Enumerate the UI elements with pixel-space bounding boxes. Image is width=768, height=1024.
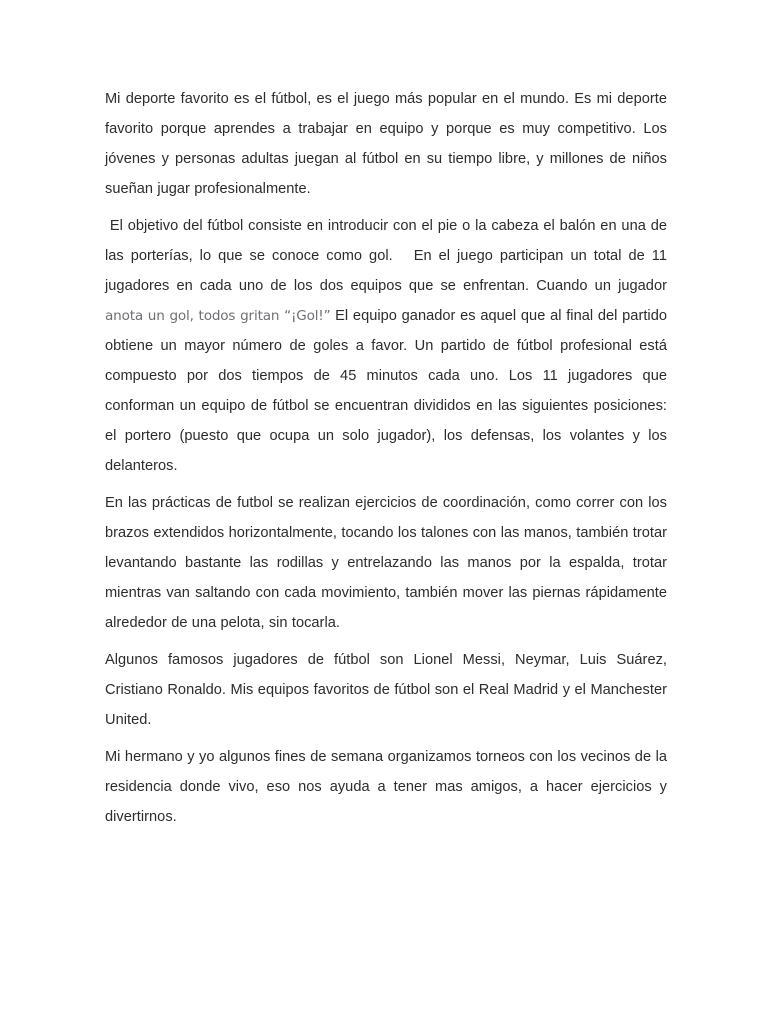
- paragraph-3: En las prácticas de futbol se realizan ejercicios de coordinación, como correr con los brazos extendidos horizontalmente, tocando los talones con las manos, también trotar levantando bastante las rodillas y entrelazando las manos por la espalda, trotar mientras van saltando con cada movimiento, también mover las piernas rápidamente alrededor de una pelota, sin tocarla.: [105, 495, 667, 631]
- paragraph-2: [105, 211, 667, 481]
- paragraph-5: Mi hermano y yo algunos fines de semana organizamos torneos con los vecinos de la residencia donde vivo, eso nos ayuda a tener mas amigos, a hacer ejercicios y divertirnos.: [105, 749, 667, 825]
- paragraph-2-run-2: En el juego participan un total de 11 jugadores en cada uno de los dos equipos que se enfrentan. Cuando un jugador: [105, 248, 667, 294]
- paragraph-1: Mi deporte favorito es el fútbol, es el juego más popular en el mundo. Es mi deporte favorito porque aprendes a trabajar en equipo y porque es muy competitivo. Los jóvenes y personas adultas juegan al fútbol en su tiempo libre, y millones de niños sueñan jugar profesionalmente.: [105, 91, 667, 197]
- paragraph-4: Algunos famosos jugadores de fútbol son Lionel Messi, Neymar, Luis Suárez, Cristiano Ronaldo. Mis equipos favoritos de fútbol son el Real Madrid y el Manchester United.: [105, 652, 667, 728]
- document-text-body: [105, 84, 667, 832]
- paragraph-2-run-1: El objetivo del fútbol consiste en introducir con el pie o la cabeza el balón en una de las porterías, lo que se conoce como gol.: [105, 218, 667, 264]
- paragraph-2-pasted-fragment: anota un gol, todos gritan “¡Gol!”: [105, 308, 331, 324]
- sentence-gap-spacer: [400, 248, 407, 264]
- paragraph-2-run-4: El equipo ganador es aquel que al final del partido obtiene un mayor número de goles a favor. Un partido de fútbol profesional está compuesto por dos tiempos de 45 minutos cada uno. Los 11 jugadores que conforman un equipo de fútbol se encuentran divididos en las siguientes posiciones: el portero (puesto que ocupa un solo jugador), los defensas, los volantes y los delanteros.: [105, 308, 667, 474]
